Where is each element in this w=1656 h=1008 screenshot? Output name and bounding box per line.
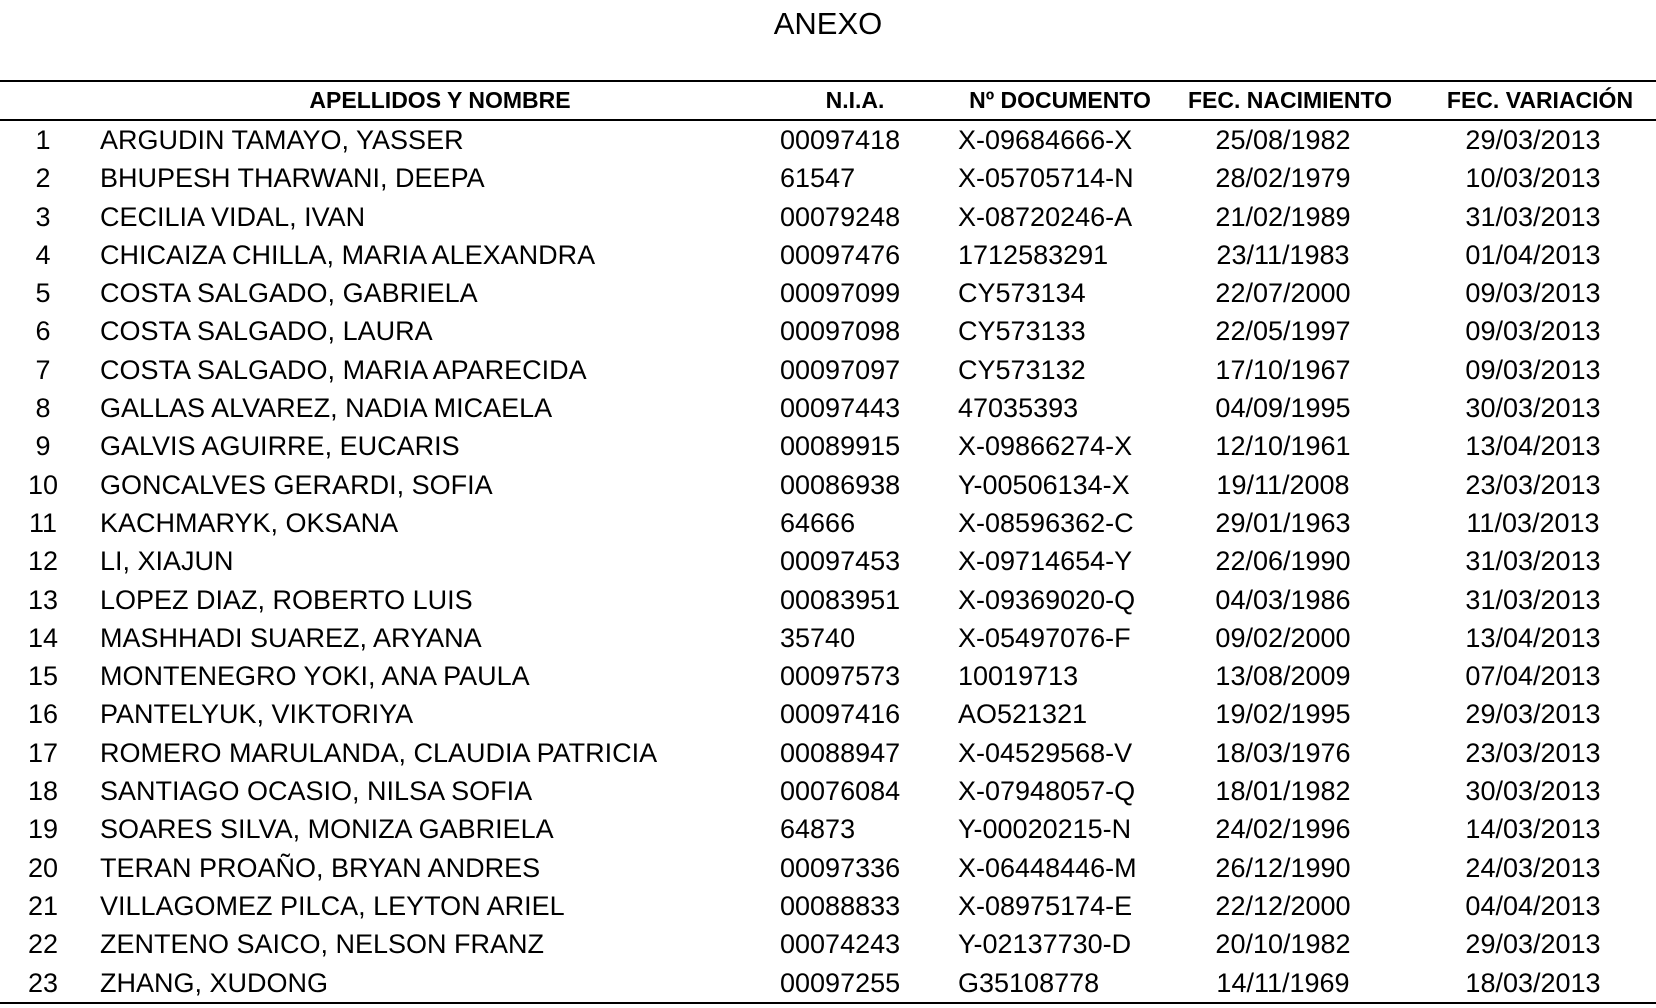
person-name: BHUPESH THARWANI, DEEPA	[100, 163, 485, 194]
document-number: 1712583291	[958, 239, 1109, 270]
person-name: GONCALVES GERARDI, SOFIA	[100, 469, 493, 500]
change-date: 10/03/2013	[1465, 163, 1601, 194]
document-number: X-05705714-N	[958, 163, 1134, 194]
header-change-date: FEC. VARIACIÓN	[1446, 87, 1634, 113]
birth-date: 14/11/1969	[1216, 967, 1350, 998]
birth-date: 18/01/1982	[1215, 776, 1351, 807]
document-number: X-09866274-X	[958, 431, 1133, 462]
row-number: 14	[27, 622, 59, 653]
change-date: 29/03/2013	[1465, 929, 1601, 960]
person-name: ZHANG, XUDONG	[100, 967, 329, 998]
birth-date: 19/11/2008	[1216, 469, 1350, 500]
person-name: ROMERO MARULANDA, CLAUDIA PATRICIA	[100, 737, 658, 768]
nia-value: 00097573	[780, 661, 901, 692]
document-number: X-09684666-X	[958, 125, 1133, 155]
nia-value: 35740	[780, 622, 856, 653]
table-row	[0, 542, 1656, 580]
change-date: 31/03/2013	[1465, 584, 1601, 615]
table-row	[0, 810, 1656, 848]
table-row	[0, 312, 1656, 350]
document-number: 47035393	[958, 393, 1079, 424]
person-name: COSTA SALGADO, GABRIELA	[100, 278, 478, 309]
birth-date: 22/07/2000	[1215, 278, 1351, 309]
birth-date: 20/10/1982	[1215, 929, 1351, 960]
document-number: CY573132	[958, 354, 1086, 385]
change-date: 09/03/2013	[1465, 354, 1601, 385]
document-number: X-08596362-C	[958, 507, 1134, 538]
change-date: 18/03/2013	[1465, 967, 1601, 998]
change-date: 13/04/2013	[1465, 431, 1601, 462]
document-number: Y-02137730-D	[958, 929, 1132, 960]
header-nia: N.I.A.	[825, 87, 885, 113]
person-name: LI, XIAJUN	[100, 546, 234, 577]
table-row	[0, 121, 1656, 159]
change-date: 23/03/2013	[1465, 469, 1601, 500]
nia-value: 00097418	[780, 125, 901, 155]
person-name: ZENTENO SAICO, NELSON FRANZ	[100, 929, 545, 960]
table-row	[0, 581, 1656, 619]
change-date: 07/04/2013	[1465, 661, 1601, 692]
row-number: 8	[35, 393, 51, 424]
birth-date: 19/02/1995	[1215, 699, 1351, 730]
nia-value: 00097255	[780, 967, 901, 998]
document-number: Y-00506134-X	[958, 469, 1130, 500]
change-date: 04/04/2013	[1465, 890, 1601, 921]
change-date: 11/03/2013	[1466, 507, 1600, 538]
row-number: 21	[27, 890, 59, 921]
table-row	[0, 849, 1656, 887]
person-name: PANTELYUK, VIKTORIYA	[100, 699, 414, 730]
birth-date: 26/12/1990	[1215, 852, 1351, 883]
row-number: 5	[35, 278, 51, 309]
person-name: MASHHADI SUAREZ, ARYANA	[100, 622, 482, 653]
table-row	[0, 504, 1656, 542]
document-number: X-07948057-Q	[958, 776, 1136, 807]
change-date: 30/03/2013	[1465, 776, 1601, 807]
document-number: X-04529568-V	[958, 737, 1133, 768]
table-row	[0, 198, 1656, 236]
nia-value: 00076084	[780, 776, 901, 807]
document-number: X-09714654-Y	[958, 546, 1133, 577]
document-number: X-08720246-A	[958, 201, 1133, 232]
document-number: X-06448446-M	[958, 852, 1137, 883]
birth-date: 04/09/1995	[1215, 393, 1351, 424]
birth-date: 22/12/2000	[1215, 890, 1351, 921]
nia-value: 64666	[780, 507, 856, 538]
row-number: 10	[27, 469, 59, 500]
person-name: TERAN PROAÑO, BRYAN ANDRES	[100, 852, 541, 883]
nia-value: 00097099	[780, 278, 901, 309]
birth-date: 22/06/1990	[1215, 546, 1351, 577]
change-date: 31/03/2013	[1465, 201, 1601, 232]
document-number: AO521321	[958, 699, 1088, 730]
nia-value: 00089915	[780, 431, 901, 462]
table-row	[0, 887, 1656, 925]
header-document: Nº DOCUMENTO	[969, 87, 1151, 113]
header-birth-date: FEC. NACIMIENTO	[1187, 87, 1393, 113]
birth-date: 12/10/1961	[1215, 431, 1351, 462]
change-date: 09/03/2013	[1465, 316, 1601, 347]
document-number: X-08975174-E	[958, 890, 1133, 921]
nia-value: 00074243	[780, 929, 901, 960]
birth-date: 23/11/1983	[1216, 239, 1350, 270]
table-row	[0, 236, 1656, 274]
birth-date: 13/08/2009	[1215, 661, 1351, 692]
birth-date: 09/02/2000	[1215, 622, 1351, 653]
change-date: 31/03/2013	[1465, 546, 1601, 577]
table-row	[0, 734, 1656, 772]
nia-value: 00086938	[780, 469, 901, 500]
row-number: 15	[27, 661, 59, 692]
row-number: 2	[35, 163, 51, 194]
person-name: CHICAIZA CHILLA, MARIA ALEXANDRA	[100, 239, 596, 270]
table-body	[0, 121, 1656, 1002]
nia-value: 00083951	[780, 584, 901, 615]
document-number: X-09369020-Q	[958, 584, 1136, 615]
nia-value: 00097476	[780, 239, 901, 270]
document-number: G35108778	[958, 967, 1100, 998]
person-name: VILLAGOMEZ PILCA, LEYTON ARIEL	[100, 890, 565, 921]
nia-value: 64873	[780, 814, 856, 845]
row-number: 7	[35, 354, 51, 385]
row-number: 13	[27, 584, 59, 615]
change-date: 01/04/2013	[1465, 239, 1601, 270]
person-name: COSTA SALGADO, LAURA	[100, 316, 433, 347]
row-number: 3	[35, 201, 51, 232]
birth-date: 25/08/1982	[1215, 125, 1351, 155]
row-number: 6	[35, 316, 51, 347]
person-name: MONTENEGRO YOKI, ANA PAULA	[100, 661, 530, 692]
row-number: 9	[35, 431, 51, 462]
table-row	[0, 427, 1656, 465]
person-name: COSTA SALGADO, MARIA APARECIDA	[100, 354, 587, 385]
document-number: CY573134	[958, 278, 1086, 309]
nia-value: 00097097	[780, 354, 901, 385]
document-number: Y-00020215-N	[958, 814, 1132, 845]
person-name: GALVIS AGUIRRE, EUCARIS	[100, 431, 460, 462]
row-number: 17	[27, 737, 59, 768]
table-header-row	[0, 82, 1656, 121]
document-title: ANEXO	[773, 6, 883, 41]
change-date: 29/03/2013	[1465, 699, 1601, 730]
person-name: SOARES SILVA, MONIZA GABRIELA	[100, 814, 554, 845]
person-name: SANTIAGO OCASIO, NILSA SOFIA	[100, 776, 533, 807]
row-number: 19	[27, 814, 59, 845]
nia-value: 00097453	[780, 546, 901, 577]
change-date: 29/03/2013	[1465, 125, 1601, 155]
birth-date: 22/05/1997	[1215, 316, 1351, 347]
birth-date: 04/03/1986	[1215, 584, 1351, 615]
document-number: 10019713	[958, 661, 1079, 692]
nia-value: 00097098	[780, 316, 901, 347]
row-number: 11	[28, 507, 58, 538]
change-date: 14/03/2013	[1465, 814, 1601, 845]
row-number: 4	[35, 239, 51, 270]
table-row	[0, 657, 1656, 695]
nia-value: 61547	[780, 163, 856, 194]
annex-table	[0, 80, 1656, 1004]
change-date: 30/03/2013	[1465, 393, 1601, 424]
birth-date: 29/01/1963	[1215, 507, 1351, 538]
table-row	[0, 159, 1656, 197]
document-number: CY573133	[958, 316, 1086, 347]
change-date: 13/04/2013	[1465, 622, 1601, 653]
row-number: 20	[27, 852, 59, 883]
nia-value: 00097443	[780, 393, 901, 424]
birth-date: 18/03/1976	[1215, 737, 1351, 768]
nia-value: 00097336	[780, 852, 901, 883]
table-row	[0, 389, 1656, 427]
birth-date: 21/02/1989	[1215, 201, 1351, 232]
birth-date: 24/02/1996	[1215, 814, 1351, 845]
change-date: 23/03/2013	[1465, 737, 1601, 768]
birth-date: 28/02/1979	[1215, 163, 1351, 194]
row-number: 12	[27, 546, 59, 577]
document-number: X-05497076-F	[958, 622, 1131, 653]
table-row	[0, 619, 1656, 657]
change-date: 24/03/2013	[1465, 852, 1601, 883]
row-number: 23	[27, 967, 59, 998]
row-number: 1	[35, 125, 51, 155]
nia-value: 00079248	[780, 201, 901, 232]
nia-value: 00097416	[780, 699, 901, 730]
row-number: 18	[27, 776, 59, 807]
row-number: 16	[27, 699, 59, 730]
change-date: 09/03/2013	[1465, 278, 1601, 309]
nia-value: 00088833	[780, 890, 901, 921]
birth-date: 17/10/1967	[1215, 354, 1351, 385]
table-row	[0, 466, 1656, 504]
person-name: LOPEZ DIAZ, ROBERTO LUIS	[100, 584, 473, 615]
table-row	[0, 925, 1656, 963]
table-row	[0, 274, 1656, 312]
table-row	[0, 351, 1656, 389]
header-name: APELLIDOS Y NOMBRE	[309, 87, 571, 113]
person-name: KACHMARYK, OKSANA	[100, 507, 399, 538]
person-name: CECILIA VIDAL, IVAN	[100, 201, 366, 232]
table-row	[0, 772, 1656, 810]
table-row	[0, 695, 1656, 733]
nia-value: 00088947	[780, 737, 901, 768]
person-name: ARGUDIN TAMAYO, YASSER	[100, 125, 464, 155]
table-row	[0, 964, 1656, 1002]
person-name: GALLAS ALVAREZ, NADIA MICAELA	[100, 393, 553, 424]
row-number: 22	[27, 929, 59, 960]
